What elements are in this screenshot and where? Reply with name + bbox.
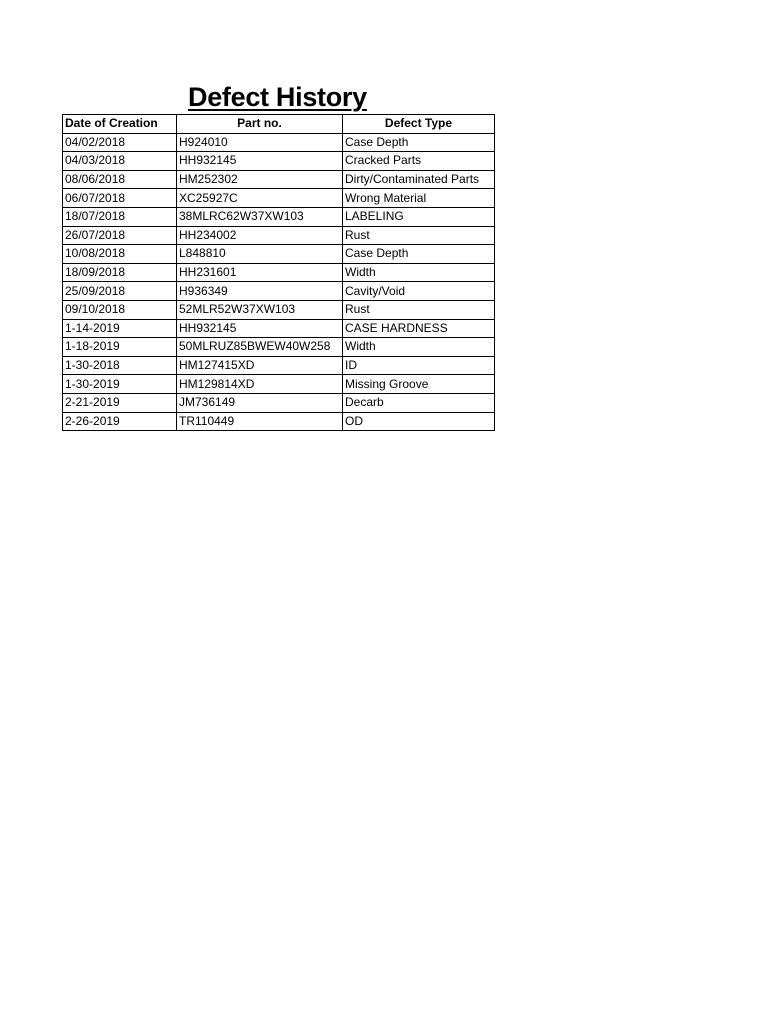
page-title: Defect History — [188, 82, 367, 112]
defect-type-cell: OD — [343, 412, 495, 431]
table-body — [63, 133, 495, 431]
date-cell: 09/10/2018 — [63, 300, 177, 319]
table-row — [63, 189, 495, 208]
part-no-cell: HH231601 — [177, 263, 343, 282]
part-no-cell: TR110449 — [177, 412, 343, 431]
part-no-cell: L848810 — [177, 245, 343, 264]
defect-type-cell: Decarb — [343, 393, 495, 412]
table-row — [63, 338, 495, 357]
table-row — [63, 412, 495, 431]
table-row — [63, 133, 495, 152]
date-cell: 25/09/2018 — [63, 282, 177, 301]
table-row — [63, 170, 495, 189]
defect-type-cell: Case Depth — [343, 133, 495, 152]
defect-type-cell: Width — [343, 263, 495, 282]
part-no-cell: 50MLRUZ85BWEW40W258 — [177, 338, 343, 357]
defect-type-cell: Dirty/Contaminated Parts — [343, 170, 495, 189]
date-cell: 18/09/2018 — [63, 263, 177, 282]
date-cell: 08/06/2018 — [63, 170, 177, 189]
table-row — [63, 375, 495, 394]
table-row — [63, 152, 495, 171]
part-no-cell: HH932145 — [177, 152, 343, 171]
part-no-cell: XC25927C — [177, 189, 343, 208]
date-cell: 1-18-2019 — [63, 338, 177, 357]
defect-type-cell: Rust — [343, 300, 495, 319]
defect-type-cell: Case Depth — [343, 245, 495, 264]
table-row — [63, 245, 495, 264]
defect-type-cell: Missing Groove — [343, 375, 495, 394]
part-no-cell: 52MLR52W37XW103 — [177, 300, 343, 319]
defect-type-cell: CASE HARDNESS — [343, 319, 495, 338]
date-cell: 26/07/2018 — [63, 226, 177, 245]
part-no-cell: HM129814XD — [177, 375, 343, 394]
defect-type-cell: LABELING — [343, 207, 495, 226]
table-row — [63, 393, 495, 412]
part-no-cell: HM127415XD — [177, 356, 343, 375]
header-row — [63, 115, 495, 134]
table-row — [63, 300, 495, 319]
date-cell: 1-14-2019 — [63, 319, 177, 338]
date-cell: 1-30-2018 — [63, 356, 177, 375]
date-cell: 2-21-2019 — [63, 393, 177, 412]
table-row — [63, 319, 495, 338]
defect-type-cell: Width — [343, 338, 495, 357]
defect-type-cell: Cavity/Void — [343, 282, 495, 301]
date-cell: 10/08/2018 — [63, 245, 177, 264]
defect-type-cell: Cracked Parts — [343, 152, 495, 171]
table-row — [63, 263, 495, 282]
table-row — [63, 356, 495, 375]
part-no-cell: JM736149 — [177, 393, 343, 412]
part-no-cell: HH234002 — [177, 226, 343, 245]
part-no-cell: HM252302 — [177, 170, 343, 189]
date-cell: 18/07/2018 — [63, 207, 177, 226]
date-cell: 04/02/2018 — [63, 133, 177, 152]
column-header-defect-type: Defect Type — [343, 115, 495, 134]
part-no-cell: H936349 — [177, 282, 343, 301]
date-cell: 2-26-2019 — [63, 412, 177, 431]
defect-type-cell: Rust — [343, 226, 495, 245]
part-no-cell: HH932145 — [177, 319, 343, 338]
defect-history-table — [62, 114, 495, 431]
defect-type-cell: ID — [343, 356, 495, 375]
defect-type-cell: Wrong Material — [343, 189, 495, 208]
table-row — [63, 207, 495, 226]
part-no-cell: H924010 — [177, 133, 343, 152]
column-header-date: Date of Creation — [63, 115, 177, 134]
part-no-cell: 38MLRC62W37XW103 — [177, 207, 343, 226]
column-header-part-no: Part no. — [177, 115, 343, 134]
table-row — [63, 282, 495, 301]
table-row — [63, 226, 495, 245]
date-cell: 1-30-2019 — [63, 375, 177, 394]
date-cell: 04/03/2018 — [63, 152, 177, 171]
date-cell: 06/07/2018 — [63, 189, 177, 208]
